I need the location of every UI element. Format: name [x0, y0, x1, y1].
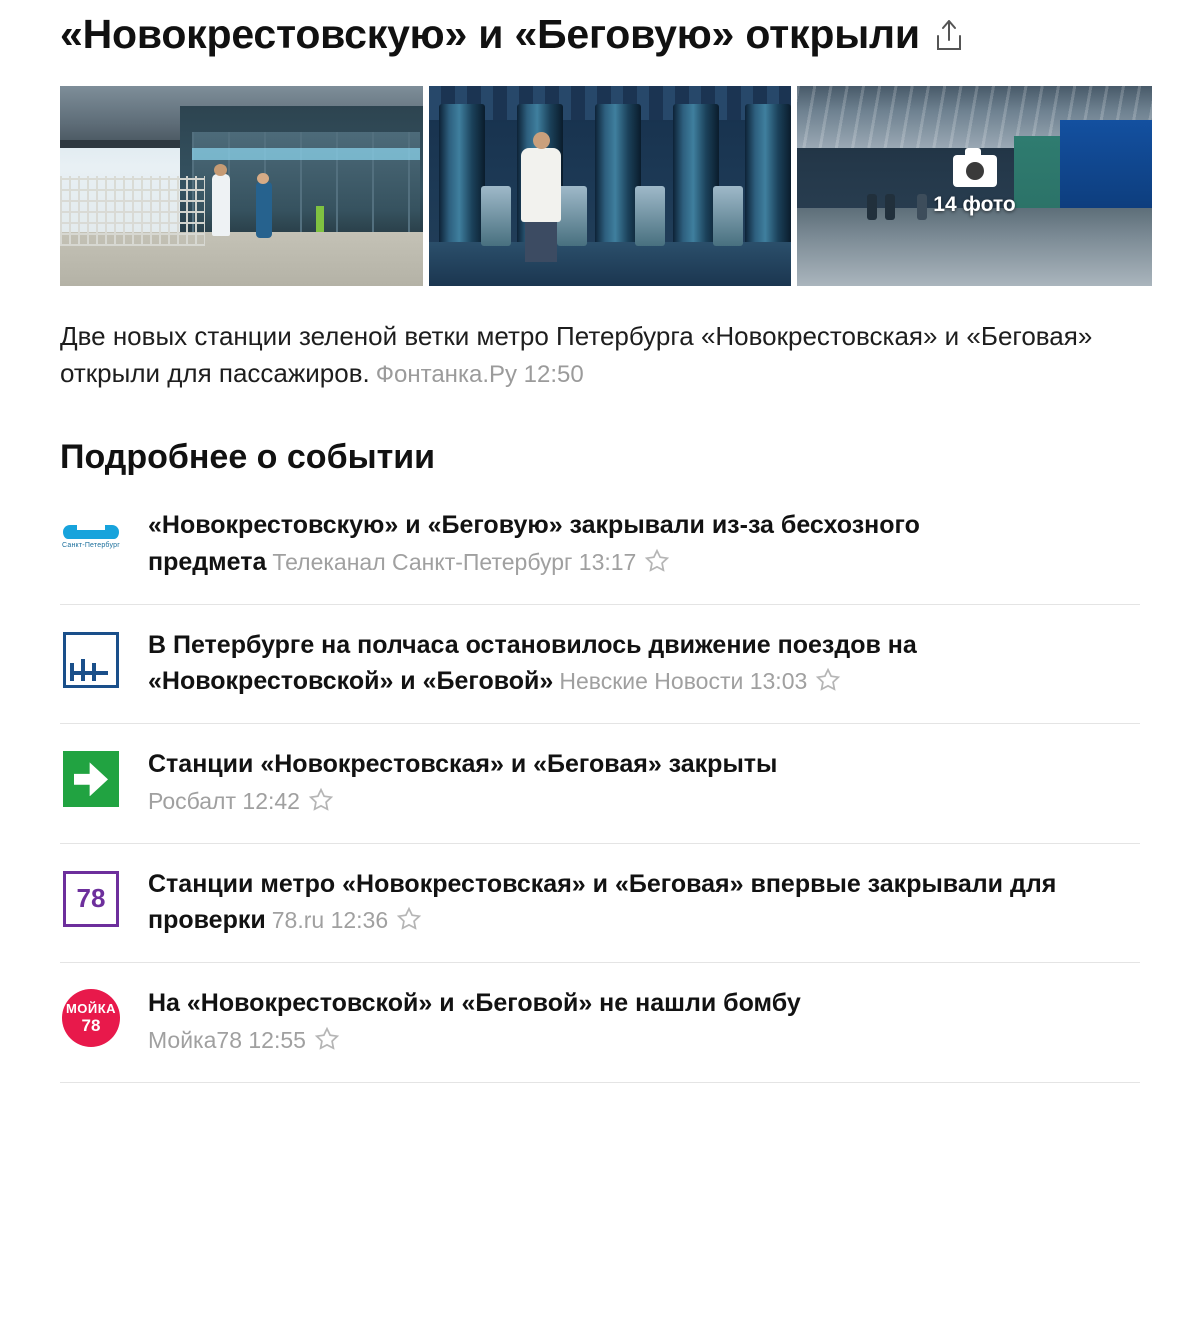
photo-person-2 [256, 182, 272, 238]
page-title: «Новокрестовскую» и «Беговую» открыли [60, 11, 920, 57]
photo-platform-hall[interactable] [797, 86, 1152, 286]
related-news-list [0, 477, 1200, 1083]
photo-turnstile [557, 186, 587, 246]
list-item[interactable] [60, 724, 1140, 844]
photo-turnstiles[interactable] [429, 86, 791, 286]
list-item[interactable] [60, 499, 1140, 605]
star-icon[interactable] [644, 548, 670, 574]
photo-station-entrance[interactable] [60, 86, 423, 286]
moyka78-logo: МОЙКА 78 [60, 987, 122, 1049]
star-icon[interactable] [815, 667, 841, 693]
photo-person-passenger [521, 148, 561, 222]
headline-block [0, 0, 1200, 58]
list-item-body [148, 985, 1140, 1058]
rosbalt-logo [60, 748, 122, 810]
photo-person-1 [212, 174, 230, 236]
news-meta: Мойка78 12:55 [148, 1026, 306, 1053]
photo-turnstile [635, 186, 665, 246]
photo-count-overlay[interactable] [797, 86, 1152, 286]
news-meta: Росбалт 12:42 [148, 787, 300, 814]
photo-count-label: 14 фото [933, 193, 1016, 217]
lead-source[interactable]: Фонтанка.Ру 12:50 [375, 361, 584, 389]
photo-turnstile [713, 186, 743, 246]
photo-floor [429, 242, 791, 286]
nevskie-novosti-logo [60, 629, 122, 691]
list-item[interactable] [60, 963, 1140, 1083]
photo-person-legs [525, 218, 557, 262]
lead-text: Две новых станции зеленой ветки метро Петербурга «Новокрестовская» и «Беговая» открыли для пассажиров. [60, 321, 1093, 389]
photo-fence [60, 176, 205, 246]
list-item-body [148, 507, 1140, 580]
headline-row [60, 10, 1140, 58]
photo-turnstile [481, 186, 511, 246]
list-item-body [148, 746, 1140, 819]
list-item[interactable] [60, 844, 1140, 964]
section-title: Подробнее о событии [60, 438, 436, 477]
news-title[interactable]: В Петербурге на полчаса остановилось движение поездов на «Новокрестовской» и «Беговой» [148, 630, 917, 696]
star-icon[interactable] [308, 787, 334, 813]
news-title[interactable]: «Новокрестовскую» и «Беговую» закрывали из-за бесхозного предмета [148, 511, 920, 576]
news-meta: Телеканал Санкт-Петербург 13:17 [272, 548, 637, 575]
list-item[interactable] [60, 605, 1140, 725]
article-lead [0, 286, 1200, 392]
camera-icon [953, 155, 997, 187]
photo-gallery [0, 58, 1200, 286]
list-item-body [148, 866, 1140, 939]
news-title[interactable]: Станции метро «Новокрестовская» и «Беговая» впервые закрывали для проверки [148, 869, 1057, 935]
news-title[interactable]: На «Новокрестовской» и «Беговой» не нашли бомбу [148, 989, 801, 1018]
star-icon[interactable] [396, 906, 422, 932]
tv-spb-logo: Санкт-Петербург [60, 509, 122, 571]
share-icon[interactable] [934, 18, 964, 52]
star-icon[interactable] [314, 1026, 340, 1052]
news-meta: 78.ru 12:36 [271, 907, 389, 934]
78ru-logo: 78 [60, 868, 122, 930]
news-meta: Невские Новости 13:03 [559, 668, 808, 695]
list-item-body [148, 627, 1140, 700]
news-title[interactable]: Станции «Новокрестовская» и «Беговая» закрыты [148, 750, 778, 779]
photo-blue-band [192, 148, 420, 160]
